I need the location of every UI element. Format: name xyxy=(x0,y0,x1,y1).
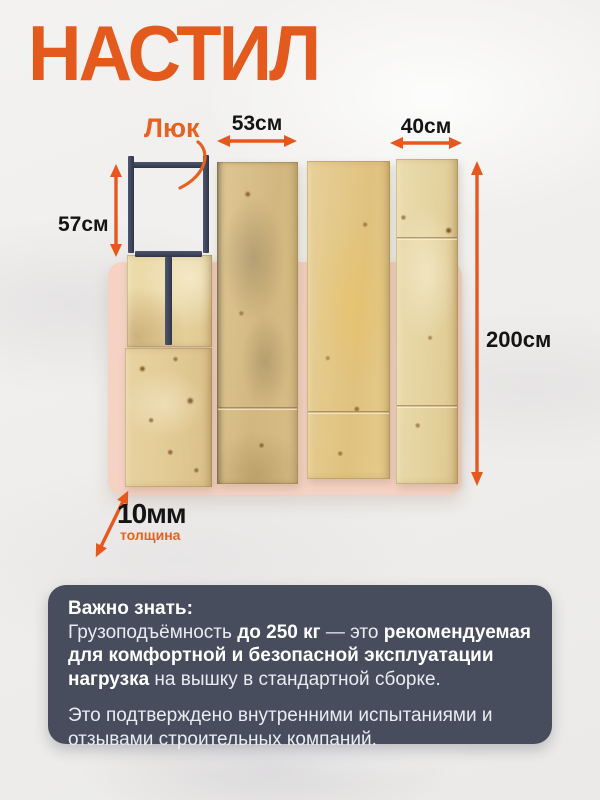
hatch-support-center-rail xyxy=(165,257,172,345)
dim-arrow-200-icon xyxy=(468,160,486,487)
plywood-panel-second xyxy=(217,162,298,484)
thickness-caption-label: толщина xyxy=(120,527,181,543)
panel-seam xyxy=(397,405,457,408)
plywood-panel-right xyxy=(396,159,458,484)
page-title: НАСТИЛ xyxy=(28,9,319,97)
hatch-label: Люк xyxy=(144,113,200,143)
panel-seam xyxy=(218,407,297,410)
dim-label-57: 57см xyxy=(58,213,109,236)
dim-arrow-57-icon xyxy=(107,163,125,258)
dim-label-40: 40см xyxy=(400,115,452,138)
dim-label-200: 200см xyxy=(486,327,552,352)
dim-label-53: 53см xyxy=(231,112,283,135)
panel-seam xyxy=(308,411,389,414)
plywood-panel-third xyxy=(307,161,390,479)
paragraph-spacer xyxy=(68,691,532,704)
info-box xyxy=(48,585,552,750)
info-box-paragraph-proof: Это подтверждено внутренними испытаниями и отзывами строительных компаний. xyxy=(68,705,493,750)
thickness-value-label: 10мм xyxy=(117,498,186,529)
info-box-paragraph-capacity: Грузоподъёмность до 250 кг — это рекомендуемая для комфортной и безопасной эксплуатации нагрузка на вышку в стандартной сборке. xyxy=(68,621,532,690)
plywood-panel-left-lower xyxy=(125,348,212,487)
info-box-heading: Важно знать: xyxy=(68,598,193,619)
hatch-pointer-curve-icon xyxy=(170,138,216,194)
hatch-frame-left-post xyxy=(128,162,134,253)
panel-seam xyxy=(397,237,457,240)
